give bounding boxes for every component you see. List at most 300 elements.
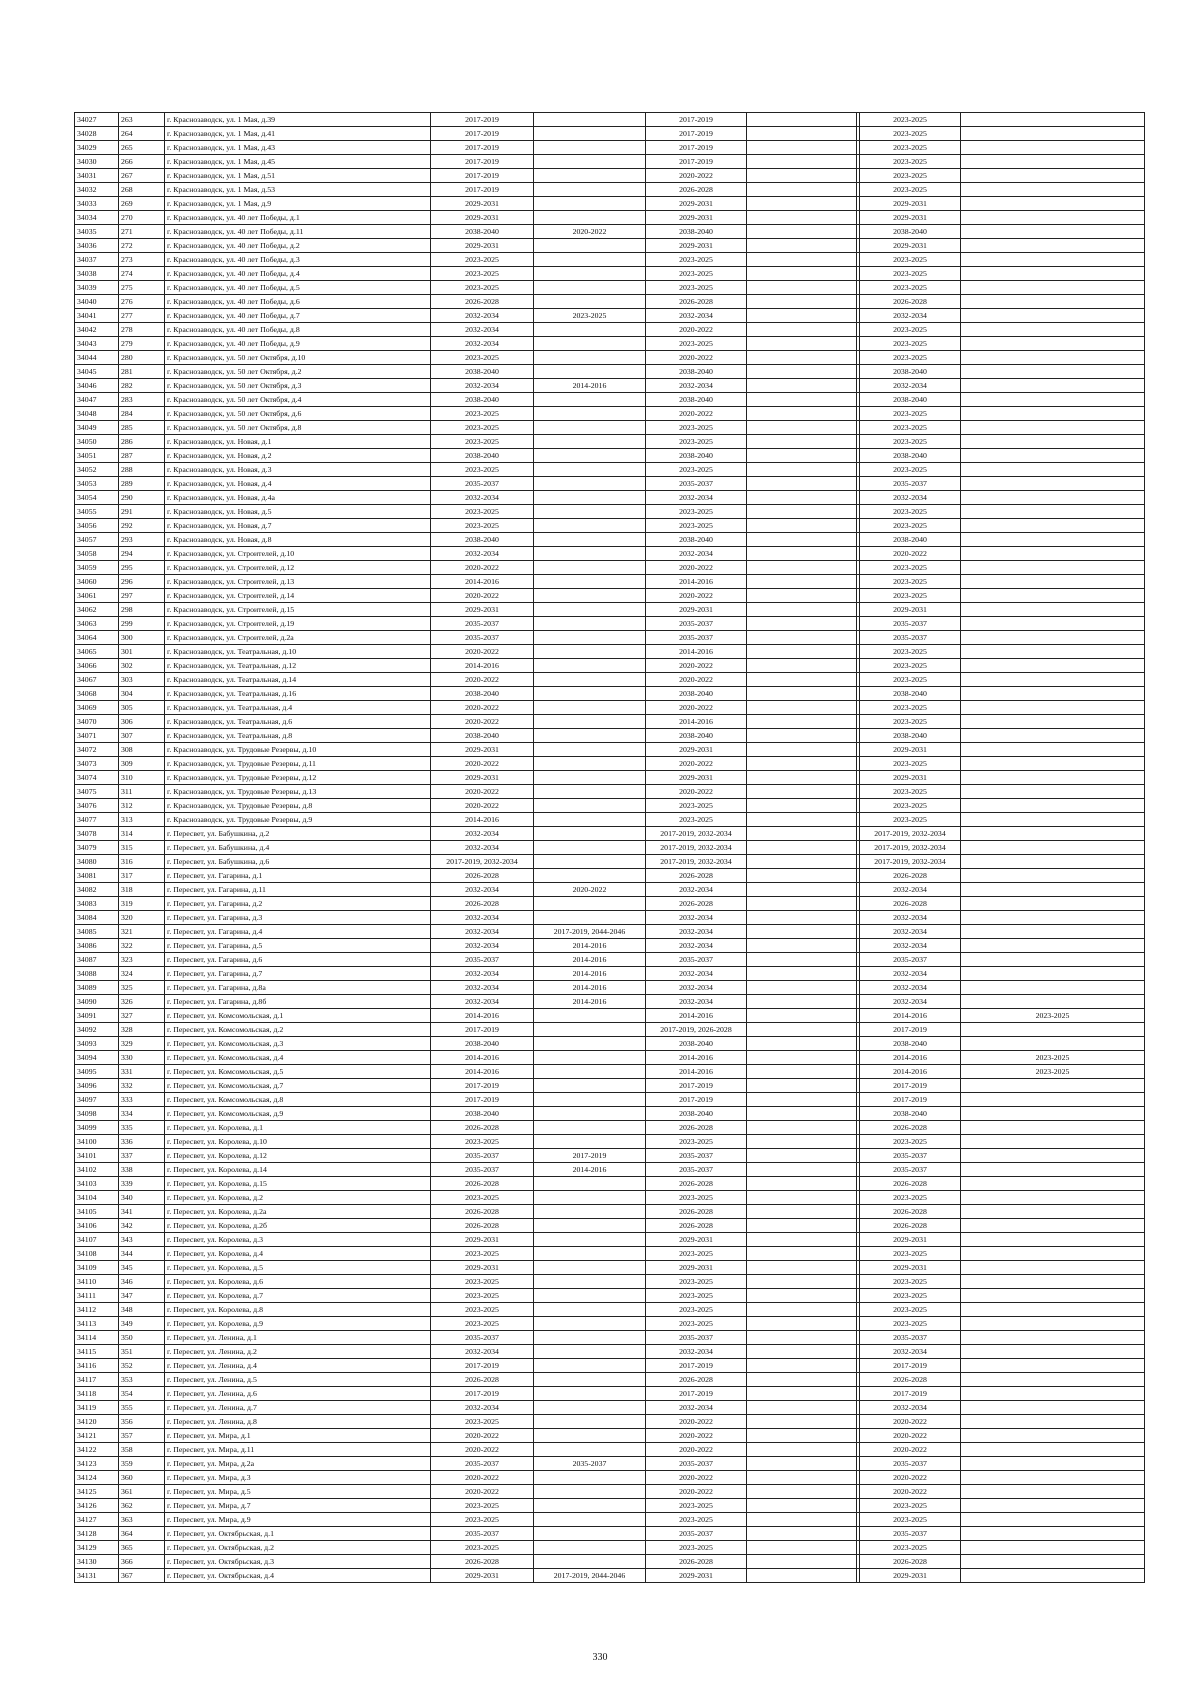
period-cell-2 — [534, 1345, 646, 1359]
row-id-cell: 34086 — [75, 939, 119, 953]
period-cell-3: 2017-2019, 2026-2028 — [646, 1023, 747, 1037]
row-id-cell: 34057 — [75, 533, 119, 547]
table-row — [75, 869, 1145, 883]
row-id-cell: 34044 — [75, 351, 119, 365]
period-cell-7 — [961, 141, 1145, 155]
row-id-cell: 34119 — [75, 1401, 119, 1415]
row-number-cell: 339 — [119, 1177, 165, 1191]
row-id-cell: 34030 — [75, 155, 119, 169]
period-cell-4 — [747, 449, 857, 463]
address-cell: г. Краснозаводск, ул. 1 Мая, д.41 — [165, 127, 431, 141]
period-cell-6: 2020-2022 — [860, 1443, 961, 1457]
period-cell-1: 2023-2025 — [431, 421, 534, 435]
address-cell: г. Пересвет, ул. Комсомольская, д.2 — [165, 1023, 431, 1037]
address-cell: г. Пересвет, ул. Октябрьская, д.4 — [165, 1569, 431, 1583]
period-cell-3: 2023-2025 — [646, 1135, 747, 1149]
row-id-cell: 34061 — [75, 589, 119, 603]
address-cell: г. Пересвет, ул. Комсомольская, д.9 — [165, 1107, 431, 1121]
period-cell-4 — [747, 659, 857, 673]
row-id-cell: 34111 — [75, 1289, 119, 1303]
period-cell-1: 2029-2031 — [431, 1233, 534, 1247]
period-cell-3: 2023-2025 — [646, 1289, 747, 1303]
row-id-cell: 34036 — [75, 239, 119, 253]
period-cell-6: 2029-2031 — [860, 743, 961, 757]
row-id-cell: 34114 — [75, 1331, 119, 1345]
period-cell-1: 2023-2025 — [431, 1541, 534, 1555]
row-id-cell: 34059 — [75, 561, 119, 575]
period-cell-3: 2032-2034 — [646, 309, 747, 323]
period-cell-4 — [747, 1569, 857, 1583]
table-row — [75, 617, 1145, 631]
address-cell: г. Пересвет, ул. Гагарина, д.3 — [165, 911, 431, 925]
table-row — [75, 1345, 1145, 1359]
period-cell-4 — [747, 1135, 857, 1149]
address-cell: г. Краснозаводск, ул. Строителей, д.13 — [165, 575, 431, 589]
row-id-cell: 34117 — [75, 1373, 119, 1387]
row-number-cell: 361 — [119, 1485, 165, 1499]
period-cell-1: 2026-2028 — [431, 1219, 534, 1233]
period-cell-2 — [534, 785, 646, 799]
period-cell-6: 2035-2037 — [860, 1149, 961, 1163]
address-cell: г. Пересвет, ул. Королева, д.14 — [165, 1163, 431, 1177]
period-cell-3: 2038-2040 — [646, 225, 747, 239]
table-row — [75, 323, 1145, 337]
table-row — [75, 365, 1145, 379]
period-cell-4 — [747, 869, 857, 883]
row-id-cell: 34034 — [75, 211, 119, 225]
period-cell-4 — [747, 393, 857, 407]
period-cell-3: 2023-2025 — [646, 799, 747, 813]
period-cell-1: 2020-2022 — [431, 757, 534, 771]
row-number-cell: 347 — [119, 1289, 165, 1303]
table-row — [75, 1079, 1145, 1093]
period-cell-6: 2020-2022 — [860, 1471, 961, 1485]
row-number-cell: 301 — [119, 645, 165, 659]
address-cell: г. Краснозаводск, ул. Театральная, д.16 — [165, 687, 431, 701]
period-cell-6: 2020-2022 — [860, 1429, 961, 1443]
period-cell-2 — [534, 1387, 646, 1401]
period-cell-6: 2023-2025 — [860, 785, 961, 799]
period-cell-6: 2023-2025 — [860, 1317, 961, 1331]
period-cell-4 — [747, 1527, 857, 1541]
period-cell-6: 2023-2025 — [860, 659, 961, 673]
period-cell-7 — [961, 1149, 1145, 1163]
address-cell: г. Краснозаводск, ул. 40 лет Победы, д.11 — [165, 225, 431, 239]
table-row — [75, 995, 1145, 1009]
period-cell-3: 2038-2040 — [646, 365, 747, 379]
period-cell-1: 2020-2022 — [431, 799, 534, 813]
period-cell-7 — [961, 127, 1145, 141]
period-cell-1: 2029-2031 — [431, 211, 534, 225]
period-cell-4 — [747, 1415, 857, 1429]
period-cell-2 — [534, 799, 646, 813]
row-id-cell: 34084 — [75, 911, 119, 925]
row-number-cell: 268 — [119, 183, 165, 197]
period-cell-3: 2020-2022 — [646, 589, 747, 603]
period-cell-6: 2035-2037 — [860, 953, 961, 967]
period-cell-6: 2023-2025 — [860, 253, 961, 267]
period-cell-2 — [534, 435, 646, 449]
period-cell-7 — [961, 1429, 1145, 1443]
table-row — [75, 491, 1145, 505]
address-cell: г. Краснозаводск, ул. 40 лет Победы, д.3 — [165, 253, 431, 267]
period-cell-1: 2035-2037 — [431, 1331, 534, 1345]
period-cell-3: 2026-2028 — [646, 1121, 747, 1135]
table-row — [75, 631, 1145, 645]
table-row — [75, 267, 1145, 281]
table-row — [75, 183, 1145, 197]
period-cell-3: 2023-2025 — [646, 337, 747, 351]
period-cell-7 — [961, 547, 1145, 561]
period-cell-6: 2038-2040 — [860, 225, 961, 239]
period-cell-7 — [961, 911, 1145, 925]
period-cell-3: 2020-2022 — [646, 407, 747, 421]
address-cell: г. Краснозаводск, ул. 40 лет Победы, д.7 — [165, 309, 431, 323]
period-cell-6: 2023-2025 — [860, 435, 961, 449]
address-cell: г. Пересвет, ул. Гагарина, д.2 — [165, 897, 431, 911]
row-number-cell: 297 — [119, 589, 165, 603]
period-cell-4 — [747, 813, 857, 827]
row-number-cell: 303 — [119, 673, 165, 687]
period-cell-4 — [747, 743, 857, 757]
address-cell: г. Пересвет, ул. Гагарина, д.8а — [165, 981, 431, 995]
period-cell-6: 2026-2028 — [860, 1219, 961, 1233]
period-cell-3: 2032-2034 — [646, 1401, 747, 1415]
table-row — [75, 883, 1145, 897]
row-id-cell: 34070 — [75, 715, 119, 729]
period-cell-1: 2032-2034 — [431, 925, 534, 939]
table-row — [75, 239, 1145, 253]
row-number-cell: 267 — [119, 169, 165, 183]
table-row — [75, 505, 1145, 519]
period-cell-1: 2023-2025 — [431, 1247, 534, 1261]
period-cell-2 — [534, 897, 646, 911]
period-cell-1: 2020-2022 — [431, 673, 534, 687]
row-number-cell: 331 — [119, 1065, 165, 1079]
row-id-cell: 34120 — [75, 1415, 119, 1429]
period-cell-4 — [747, 911, 857, 925]
period-cell-7 — [961, 939, 1145, 953]
row-id-cell: 34037 — [75, 253, 119, 267]
period-cell-7: 2023-2025 — [961, 1009, 1145, 1023]
table-row — [75, 687, 1145, 701]
period-cell-7 — [961, 477, 1145, 491]
period-cell-2 — [534, 239, 646, 253]
row-number-cell: 312 — [119, 799, 165, 813]
period-cell-1: 2032-2034 — [431, 827, 534, 841]
period-cell-6: 2038-2040 — [860, 1107, 961, 1121]
table-row — [75, 771, 1145, 785]
row-id-cell: 34130 — [75, 1555, 119, 1569]
row-number-cell: 278 — [119, 323, 165, 337]
period-cell-7 — [961, 1023, 1145, 1037]
address-cell: г. Пересвет, ул. Ленина, д.6 — [165, 1387, 431, 1401]
table-row — [75, 407, 1145, 421]
row-id-cell: 34095 — [75, 1065, 119, 1079]
period-cell-7 — [961, 1163, 1145, 1177]
period-cell-3: 2020-2022 — [646, 757, 747, 771]
period-cell-7 — [961, 855, 1145, 869]
period-cell-3: 2020-2022 — [646, 351, 747, 365]
row-number-cell: 325 — [119, 981, 165, 995]
row-number-cell: 350 — [119, 1331, 165, 1345]
period-cell-6: 2032-2034 — [860, 995, 961, 1009]
period-cell-6: 2014-2016 — [860, 1051, 961, 1065]
row-number-cell: 354 — [119, 1387, 165, 1401]
period-cell-1: 2023-2025 — [431, 1499, 534, 1513]
period-cell-2 — [534, 869, 646, 883]
row-id-cell: 34075 — [75, 785, 119, 799]
address-cell: г. Краснозаводск, ул. 40 лет Победы, д.8 — [165, 323, 431, 337]
period-cell-2 — [534, 1219, 646, 1233]
period-cell-3: 2032-2034 — [646, 911, 747, 925]
address-cell: г. Пересвет, ул. Бабушкина, д.6 — [165, 855, 431, 869]
period-cell-6: 2023-2025 — [860, 1513, 961, 1527]
row-id-cell: 34054 — [75, 491, 119, 505]
period-cell-2 — [534, 155, 646, 169]
period-cell-4 — [747, 1205, 857, 1219]
address-cell: г. Пересвет, ул. Октябрьская, д.3 — [165, 1555, 431, 1569]
period-cell-2 — [534, 701, 646, 715]
address-cell: г. Краснозаводск, ул. Трудовые Резервы, д.13 — [165, 785, 431, 799]
period-cell-1: 2023-2025 — [431, 505, 534, 519]
period-cell-7 — [961, 337, 1145, 351]
period-cell-4 — [747, 967, 857, 981]
row-id-cell: 34052 — [75, 463, 119, 477]
table-row — [75, 1303, 1145, 1317]
period-cell-4 — [747, 1009, 857, 1023]
period-cell-3: 2023-2025 — [646, 1513, 747, 1527]
address-cell: г. Пересвет, ул. Октябрьская, д.2 — [165, 1541, 431, 1555]
period-cell-2 — [534, 729, 646, 743]
period-cell-7 — [961, 1569, 1145, 1583]
address-cell: г. Пересвет, ул. Гагарина, д.1 — [165, 869, 431, 883]
period-cell-2 — [534, 1009, 646, 1023]
row-id-cell: 34125 — [75, 1485, 119, 1499]
period-cell-4 — [747, 211, 857, 225]
address-cell: г. Пересвет, ул. Королева, д.9 — [165, 1317, 431, 1331]
period-cell-6: 2023-2025 — [860, 169, 961, 183]
row-number-cell: 295 — [119, 561, 165, 575]
row-id-cell: 34056 — [75, 519, 119, 533]
period-cell-1: 2023-2025 — [431, 267, 534, 281]
table-row — [75, 1499, 1145, 1513]
period-cell-1: 2017-2019 — [431, 155, 534, 169]
period-cell-1: 2035-2037 — [431, 477, 534, 491]
row-number-cell: 290 — [119, 491, 165, 505]
period-cell-1: 2023-2025 — [431, 1303, 534, 1317]
address-cell: г. Пересвет, ул. Мира, д.3 — [165, 1471, 431, 1485]
row-id-cell: 34122 — [75, 1443, 119, 1457]
row-number-cell: 263 — [119, 113, 165, 127]
period-cell-3: 2026-2028 — [646, 1555, 747, 1569]
period-cell-6: 2020-2022 — [860, 547, 961, 561]
period-cell-3: 2032-2034 — [646, 981, 747, 995]
period-cell-1: 2032-2034 — [431, 309, 534, 323]
period-cell-3: 2020-2022 — [646, 1443, 747, 1457]
period-cell-2 — [534, 1499, 646, 1513]
schedule-table — [74, 112, 1145, 1583]
address-cell: г. Пересвет, ул. Бабушкина, д.4 — [165, 841, 431, 855]
row-id-cell: 34040 — [75, 295, 119, 309]
period-cell-4 — [747, 1373, 857, 1387]
period-cell-2 — [534, 533, 646, 547]
period-cell-6: 2023-2025 — [860, 561, 961, 575]
table-row — [75, 1317, 1145, 1331]
period-cell-2 — [534, 617, 646, 631]
row-id-cell: 34123 — [75, 1457, 119, 1471]
table-row — [75, 1247, 1145, 1261]
period-cell-4 — [747, 995, 857, 1009]
period-cell-6: 2035-2037 — [860, 1163, 961, 1177]
row-id-cell: 34062 — [75, 603, 119, 617]
period-cell-6: 2020-2022 — [860, 1415, 961, 1429]
row-number-cell: 298 — [119, 603, 165, 617]
address-cell: г. Пересвет, ул. Гагарина, д.8б — [165, 995, 431, 1009]
period-cell-7 — [961, 561, 1145, 575]
row-id-cell: 34088 — [75, 967, 119, 981]
period-cell-2 — [534, 1471, 646, 1485]
period-cell-3: 2017-2019 — [646, 1359, 747, 1373]
period-cell-1: 2026-2028 — [431, 897, 534, 911]
address-cell: г. Краснозаводск, ул. 50 лет Октября, д.10 — [165, 351, 431, 365]
period-cell-4 — [747, 1261, 857, 1275]
period-cell-3: 2029-2031 — [646, 743, 747, 757]
period-cell-6: 2020-2022 — [860, 1485, 961, 1499]
row-number-cell: 357 — [119, 1429, 165, 1443]
period-cell-3: 2029-2031 — [646, 1233, 747, 1247]
period-cell-1: 2023-2025 — [431, 351, 534, 365]
period-cell-2 — [534, 1303, 646, 1317]
row-number-cell: 348 — [119, 1303, 165, 1317]
table-row — [75, 421, 1145, 435]
period-cell-2 — [534, 1065, 646, 1079]
period-cell-4 — [747, 841, 857, 855]
table-row — [75, 1107, 1145, 1121]
period-cell-4 — [747, 127, 857, 141]
period-cell-3: 2020-2022 — [646, 1415, 747, 1429]
row-number-cell: 355 — [119, 1401, 165, 1415]
table-row — [75, 1527, 1145, 1541]
period-cell-4 — [747, 1317, 857, 1331]
period-cell-7 — [961, 155, 1145, 169]
period-cell-6: 2029-2031 — [860, 211, 961, 225]
period-cell-4 — [747, 883, 857, 897]
table-row — [75, 1163, 1145, 1177]
period-cell-2 — [534, 1051, 646, 1065]
row-number-cell: 274 — [119, 267, 165, 281]
period-cell-7 — [961, 1555, 1145, 1569]
table-row — [75, 589, 1145, 603]
period-cell-7 — [961, 267, 1145, 281]
period-cell-1: 2023-2025 — [431, 1191, 534, 1205]
address-cell: г. Краснозаводск, ул. 50 лет Октября, д.2 — [165, 365, 431, 379]
period-cell-7 — [961, 449, 1145, 463]
period-cell-4 — [747, 1345, 857, 1359]
period-cell-7 — [961, 883, 1145, 897]
period-cell-2 — [534, 1331, 646, 1345]
period-cell-1: 2032-2034 — [431, 1401, 534, 1415]
period-cell-4 — [747, 1499, 857, 1513]
period-cell-1: 2029-2031 — [431, 239, 534, 253]
row-number-cell: 336 — [119, 1135, 165, 1149]
row-id-cell: 34058 — [75, 547, 119, 561]
row-number-cell: 279 — [119, 337, 165, 351]
period-cell-2 — [534, 505, 646, 519]
table-row — [75, 939, 1145, 953]
row-id-cell: 34103 — [75, 1177, 119, 1191]
row-number-cell: 283 — [119, 393, 165, 407]
period-cell-7 — [961, 925, 1145, 939]
period-cell-7 — [961, 1471, 1145, 1485]
period-cell-2 — [534, 855, 646, 869]
period-cell-6: 2023-2025 — [860, 337, 961, 351]
row-number-cell: 367 — [119, 1569, 165, 1583]
row-number-cell: 328 — [119, 1023, 165, 1037]
table-row — [75, 1415, 1145, 1429]
row-id-cell: 34115 — [75, 1345, 119, 1359]
row-number-cell: 337 — [119, 1149, 165, 1163]
table-row — [75, 1443, 1145, 1457]
row-id-cell: 34081 — [75, 869, 119, 883]
period-cell-2: 2017-2019 — [534, 1149, 646, 1163]
period-cell-1: 2017-2019 — [431, 1359, 534, 1373]
period-cell-7 — [961, 603, 1145, 617]
period-cell-2 — [534, 1429, 646, 1443]
period-cell-3: 2026-2028 — [646, 869, 747, 883]
row-number-cell: 326 — [119, 995, 165, 1009]
period-cell-6: 2023-2025 — [860, 323, 961, 337]
period-cell-7 — [961, 799, 1145, 813]
period-cell-1: 2032-2034 — [431, 547, 534, 561]
period-cell-6: 2023-2025 — [860, 1289, 961, 1303]
period-cell-4 — [747, 603, 857, 617]
period-cell-1: 2029-2031 — [431, 603, 534, 617]
period-cell-1: 2017-2019, 2032-2034 — [431, 855, 534, 869]
period-cell-4 — [747, 897, 857, 911]
period-cell-4 — [747, 1233, 857, 1247]
row-id-cell: 34094 — [75, 1051, 119, 1065]
period-cell-3: 2020-2022 — [646, 1429, 747, 1443]
period-cell-3: 2023-2025 — [646, 1303, 747, 1317]
period-cell-3: 2029-2031 — [646, 239, 747, 253]
period-cell-4 — [747, 379, 857, 393]
row-number-cell: 270 — [119, 211, 165, 225]
address-cell: г. Краснозаводск, ул. 1 Мая, д.51 — [165, 169, 431, 183]
period-cell-3: 2023-2025 — [646, 463, 747, 477]
period-cell-3: 2023-2025 — [646, 267, 747, 281]
period-cell-7 — [961, 813, 1145, 827]
period-cell-7 — [961, 1345, 1145, 1359]
period-cell-2 — [534, 1317, 646, 1331]
period-cell-3: 2020-2022 — [646, 1485, 747, 1499]
period-cell-6: 2023-2025 — [860, 1303, 961, 1317]
period-cell-3: 2014-2016 — [646, 1051, 747, 1065]
table-row — [75, 225, 1145, 239]
period-cell-2: 2017-2019, 2044-2046 — [534, 925, 646, 939]
period-cell-2 — [534, 1121, 646, 1135]
period-cell-7 — [961, 1093, 1145, 1107]
period-cell-7 — [961, 491, 1145, 505]
address-cell: г. Пересвет, ул. Бабушкина, д.2 — [165, 827, 431, 841]
period-cell-1: 2017-2019 — [431, 183, 534, 197]
period-cell-4 — [747, 1065, 857, 1079]
period-cell-4 — [747, 1359, 857, 1373]
row-id-cell: 34105 — [75, 1205, 119, 1219]
table-row — [75, 281, 1145, 295]
period-cell-6: 2023-2025 — [860, 813, 961, 827]
address-cell: г. Краснозаводск, ул. Трудовые Резервы, д.9 — [165, 813, 431, 827]
